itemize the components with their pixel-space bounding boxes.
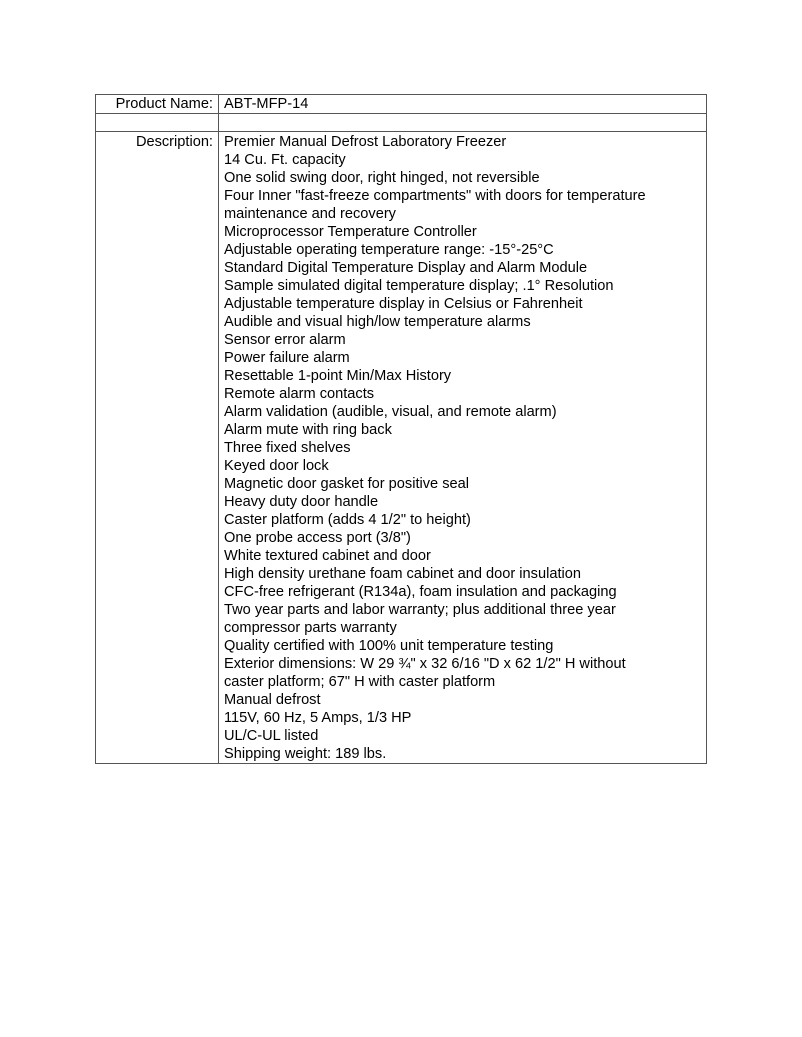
description-row — [96, 132, 707, 764]
description-item: 14 Cu. Ft. capacity — [224, 152, 346, 168]
product-name-value: ABT-MFP-14 — [219, 95, 707, 114]
product-spec-table — [95, 94, 707, 764]
description-item: Manual defrost — [224, 692, 321, 708]
description-item: 115V, 60 Hz, 5 Amps, 1/3 HP — [224, 710, 412, 726]
empty-cell — [219, 114, 707, 132]
description-item: Standard Digital Temperature Display and Alarm Module — [224, 260, 588, 276]
description-item: Power failure alarm — [224, 350, 350, 366]
description-item: One probe access port (3/8") — [224, 530, 411, 546]
description-item: Remote alarm contacts — [224, 386, 375, 402]
description-item: High density urethane foam cabinet and door insulation — [224, 566, 581, 582]
description-list — [219, 132, 707, 764]
description-item: Alarm mute with ring back — [224, 422, 392, 438]
description-item: Shipping weight: 189 lbs. — [224, 746, 387, 762]
description-item: Adjustable temperature display in Celsius or Fahrenheit — [224, 296, 583, 312]
description-item: Sensor error alarm — [224, 332, 346, 348]
description-item: Heavy duty door handle — [224, 494, 379, 510]
description-item: Caster platform (adds 4 1/2" to height) — [224, 512, 471, 528]
description-item: Microprocessor Temperature Controller — [224, 224, 477, 240]
description-item: Sample simulated digital temperature display; .1° Resolution — [224, 278, 614, 294]
description-item: Magnetic door gasket for positive seal — [224, 476, 469, 492]
description-item: Four Inner "fast-freeze compartments" with doors for temperature maintenance and recovery — [224, 188, 646, 222]
product-name-label: Product Name: — [96, 95, 219, 114]
description-item: CFC-free refrigerant (R134a), foam insulation and packaging — [224, 584, 617, 600]
description-item: Two year parts and labor warranty; plus additional three year compressor parts warranty — [224, 602, 616, 636]
description-label: Description: — [96, 132, 219, 764]
description-item: White textured cabinet and door — [224, 548, 431, 564]
description-item: Keyed door lock — [224, 458, 329, 474]
description-item: Premier Manual Defrost Laboratory Freezer — [224, 134, 507, 150]
description-item: Alarm validation (audible, visual, and remote alarm) — [224, 404, 557, 420]
description-item: Adjustable operating temperature range: -15°-25°C — [224, 242, 554, 258]
description-item: One solid swing door, right hinged, not reversible — [224, 170, 540, 186]
empty-row — [96, 114, 707, 132]
description-item: Resettable 1-point Min/Max History — [224, 368, 452, 384]
description-item: Three fixed shelves — [224, 440, 351, 456]
product-name-row — [96, 95, 707, 114]
description-item: Audible and visual high/low temperature alarms — [224, 314, 531, 330]
description-item: Quality certified with 100% unit temperature testing — [224, 638, 554, 654]
description-item: UL/C-UL listed — [224, 728, 319, 744]
empty-cell — [96, 114, 219, 132]
description-item: Exterior dimensions: W 29 ¾" x 32 6/16 "D x 62 1/2" H without caster platform; 67" H with caster platform — [224, 656, 626, 690]
